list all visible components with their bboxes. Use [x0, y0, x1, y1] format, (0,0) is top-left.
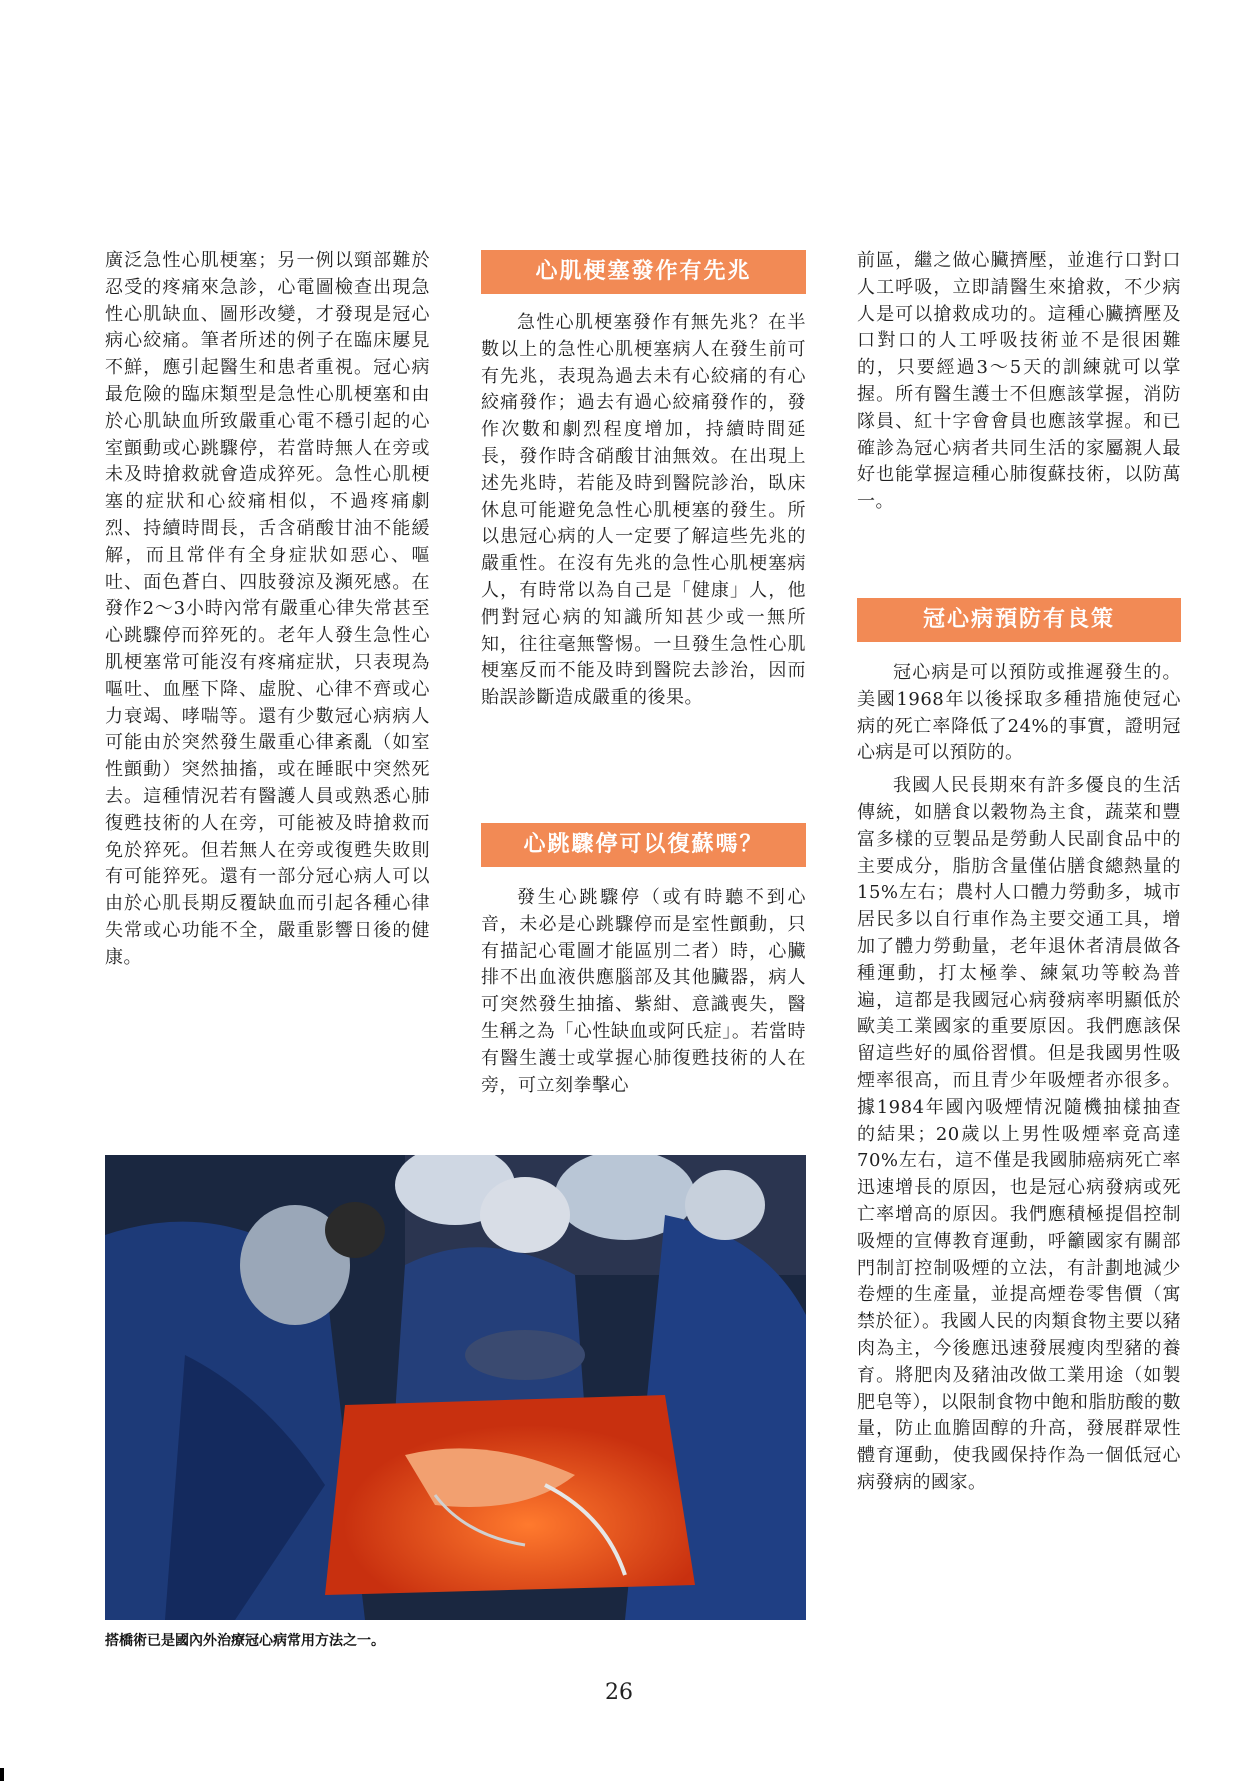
- section-heading: 心跳驟停可以復蘇嗎？: [481, 823, 806, 867]
- column-left: [105, 248, 430, 972]
- body-paragraph: 前區，繼之做心臟擠壓，並進行口對口人工呼吸，立即請醫生來搶救，不少病人是可以搶救成功的。這種心臟擠壓及口對口的人工呼吸技術並不是很困難的，只要經過3～5天的訓練就可以掌握。所有醫生護士不但應該掌握，消防隊員、紅十字會會員也應該掌握。和已確診為冠心病者共同生活的家屬親人最好也能掌握這種心肺復蘇技術，以防萬一。: [857, 250, 1181, 513]
- body-paragraph: 冠心病是可以預防或推遲發生的。美國1968年以後採取多種措施使冠心病的死亡率降低了24%的事實，證明冠心病是可以預防的。: [857, 662, 1181, 764]
- surgery-illustration: [105, 1155, 806, 1620]
- body-paragraph: 發生心跳驟停（或有時聽不到心音，未必是心跳驟停而是室性顫動，只有描記心電圖才能區別二者）時，心臟排不出血液供應腦部及其他臟器，病人可突然發生抽搐、紫紺、意識喪失，醫生稱之為「心性缺血或阿氏症」。若當時有醫生護士或掌握心肺復甦技術的人在旁，可立刻拳擊心: [481, 887, 806, 1096]
- section-heading: 冠心病預防有良策: [857, 598, 1181, 642]
- column-right: [857, 248, 1181, 1658]
- surgery-photo: [105, 1155, 806, 1620]
- body-paragraph: 急性心肌梗塞發作有無先兆？在半數以上的急性心肌梗塞病人在發生前可有先兆，表現為過去未有心絞痛的有心絞痛發作；過去有過心絞痛發作的，發作次數和劇烈程度增加，持續時間延長，發作時含硝酸甘油無效。在出現上述先兆時，若能及時到醫院診治，臥床休息可能避免急性心肌梗塞的發生。所以患冠心病的人一定要了解這些先兆的嚴重性。在沒有先兆的急性心肌梗塞病人，有時常以為自己是「健康」人，他們對冠心病的知識所知甚少或一無所知，往往毫無警惕。一旦發生急性心肌梗塞反而不能及時到醫院去診治，因而貽誤診斷造成嚴重的後果。: [481, 312, 806, 709]
- column-middle: [481, 248, 806, 1138]
- scan-mark: [0, 1768, 4, 1781]
- body-paragraph: 廣泛急性心肌梗塞；另一例以頸部難於忍受的疼痛來急診，心電圖檢查出現急性心肌缺血、圖形改變，才發現是冠心病心絞痛。筆者所述的例子在臨床屢見不鮮，應引起醫生和患者重視。冠心病最危險的臨床類型是急性心肌梗塞和由於心肌缺血所致嚴重心電不穩引起的心室顫動或心跳驟停，若當時無人在旁或未及時搶救就會造成猝死。急性心肌梗塞的症狀和心絞痛相似，不過疼痛劇烈、持續時間長，舌含硝酸甘油不能緩解，而且常伴有全身症狀如惡心、嘔吐、面色蒼白、四肢發涼及瀕死感。在發作2～3小時內常有嚴重心律失常甚至心跳驟停而猝死的。老年人發生急性心肌梗塞常可能沒有疼痛症狀，只表現為嘔吐、血壓下降、虛脫、心律不齊或心力衰竭、哮喘等。還有少數冠心病病人可能由於突然發生嚴重心律紊亂（如室性顫動）突然抽搐，或在睡眠中突然死去。這種情況若有醫護人員或熟悉心肺復甦技術的人在旁，可能被及時搶救而免於猝死。但若無人在旁或復甦失敗則有可能猝死。還有一部分冠心病人可以由於心肌長期反覆缺血而引起各種心律失常或心功能不全，嚴重影響日後的健康。: [105, 250, 430, 968]
- figure-caption: 搭橋術已是國內外治療冠心病常用方法之一。: [105, 1633, 385, 1649]
- section-heading: 心肌梗塞發作有先兆: [481, 250, 806, 294]
- page-number: 26: [605, 1680, 633, 1705]
- body-paragraph: 我國人民長期來有許多優良的生活傳統，如膳食以穀物為主食，蔬菜和豐富多樣的豆製品是勞動人民副食品中的主要成分，脂肪含量僅佔膳食總熱量的15%左右；農村人口體力勞動多，城市居民多以自行車作為主要交通工具，增加了體力勞動量，老年退休者清晨做各種運動，打太極拳、練氣功等較為普遍，這都是我國冠心病發病率明顯低於歐美工業國家的重要原因。我們應該保留這些好的風俗習慣。但是我國男性吸煙率很高，而且青少年吸煙者亦很多。據1984年國內吸煙情況隨機抽樣抽查的結果；20歲以上男性吸煙率竟高達70%左右，這不僅是我國肺癌病死亡率迅速增長的原因，也是冠心病發病或死亡率增高的原因。我們應積極提倡控制吸煙的宣傳教育運動，呼籲國家有關部門制訂控制吸煙的立法，有計劃地減少卷煙的生產量，並提高煙卷零售價（寓禁於征）。我國人民的肉類食物主要以豬肉為主，今後應迅速發展瘦肉型豬的養育。將肥肉及豬油改做工業用途（如製肥皂等），以限制食物中飽和脂肪酸的數量，防止血膽固醇的升高，發展群眾性體育運動，使我國保持作為一個低冠心病發病的國家。: [857, 775, 1181, 1493]
